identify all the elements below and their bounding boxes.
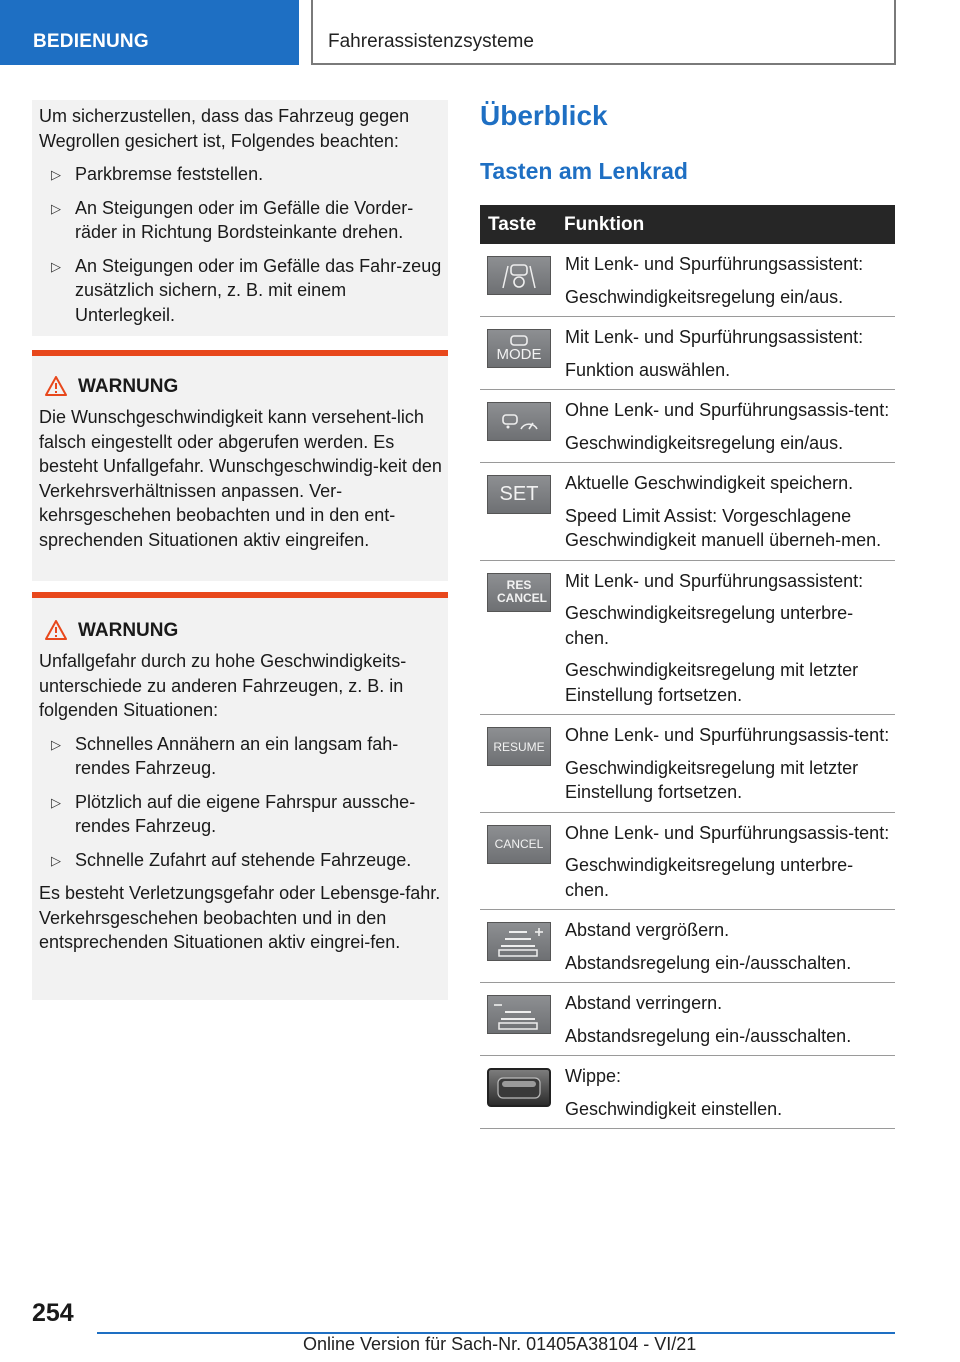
warning-text-after: Es besteht Verletzungsgefahr oder Lebensge-fahr. Verkehrsgeschehen beobachten und in den entsprechenden Situationen aktiv eingrei-fen. (39, 883, 441, 952)
warning-title: WARNUNG (39, 620, 442, 646)
list-item: ▷ An Steigungen oder im Gefälle die Vorder-räder in Richtung Bordsteinkante drehen. (51, 197, 414, 242)
res-cancel-key-icon: RES CANCEL (487, 573, 551, 612)
warning-box-1 (32, 350, 448, 581)
mode-key-icon: MODE (487, 329, 551, 368)
triangle-bullet-icon: ▷ (51, 167, 61, 182)
cruise-control-icon (487, 402, 551, 441)
distance-decrease-icon (487, 995, 551, 1034)
set-key-icon: SET (487, 475, 551, 514)
column-header-function: Funktion (558, 205, 895, 244)
page-number: 254 (32, 1299, 74, 1327)
warning-triangle-icon (45, 376, 67, 396)
warning-list (39, 732, 442, 873)
rocker-switch-icon (487, 1068, 551, 1107)
triangle-bullet-icon: ▷ (51, 258, 61, 274)
table-row: Ohne Lenk- und Spurführungsassis-tent: Geschwindigkeitsregelung ein/aus. (480, 390, 895, 463)
section-title: BEDIENUNG (33, 31, 149, 52)
subsection-heading: Tasten am Lenkrad (480, 158, 688, 184)
distance-increase-icon (487, 922, 551, 961)
list-item: ▷ An Steigungen oder im Gefälle das Fahr-zeug zusätzlich sichern, z. B. mit einem Unterlegkeil. (51, 255, 442, 325)
section-heading: Überblick (480, 100, 608, 131)
column-header-key: Taste (480, 205, 558, 244)
intro-text: Um sicherzustellen, dass das Fahrzeug gegen Wegrollen gesichert ist, Folgendes beachten: (39, 106, 410, 151)
table-row: RES CANCEL Mit Lenk- und Spurführungsassistent: Geschwindigkeitsregelung unterbre-chen. Geschwindigkeitsregelung mit letzter Einstellung fortsetzen. (480, 560, 895, 715)
warning-triangle-icon (45, 620, 67, 640)
footer-text: Online Version für Sach-Nr. 01405A38104 - VI/21 (303, 1334, 697, 1354)
triangle-bullet-icon: ▷ (51, 736, 61, 752)
triangle-bullet-icon: ▷ (51, 200, 61, 216)
table-row: Abstand vergrößern. Abstandsregelung ein-/ausschalten. (480, 910, 895, 983)
triangle-bullet-icon: ▷ (51, 794, 61, 810)
table-header-row (480, 205, 895, 244)
table-row: RESUME Ohne Lenk- und Spurführungsassis-tent: Geschwindigkeitsregelung mit letzter Einstellung fortsetzen. (480, 715, 895, 813)
intro-box (32, 100, 448, 336)
warning-title: WARNUNG (39, 376, 442, 402)
table-row: SET Aktuelle Geschwindigkeit speichern. Speed Limit Assist: Vorgeschlagene Geschwindigkeit manuell überneh-men. (480, 463, 895, 561)
cancel-key-icon: CANCEL (487, 825, 551, 864)
list-item: ▷ Parkbremse feststellen. (39, 162, 442, 187)
table-row: Wippe: Geschwindigkeit einstellen. (480, 1056, 895, 1129)
table-row: MODE Mit Lenk- und Spurführungsassistent: Funktion auswählen. (480, 317, 895, 390)
chapter-tab (311, 0, 896, 65)
list-item: ▷ Plötzlich auf die eigene Fahrspur ausschе-rendes Fahrzeug. (51, 791, 416, 836)
table-row: Abstand verringern. Abstandsregelung ein-/ausschalten. (480, 983, 895, 1056)
warning-box-2 (32, 592, 448, 1000)
list-item: ▷ Schnelle Zufahrt auf stehende Fahrzeuge. (39, 848, 442, 873)
resume-key-icon: RESUME (487, 727, 551, 766)
warning-text: Die Wunschgeschwindigkeit kann versehent-lich falsch eingestellt oder abgerufen werden. Es besteht Unfallgefahr. Wunschgeschwindig-keit den Verkehrsverhältnissen anpassen. Ver-kehrsgeschehen beobachten und in den ent-sprechenden Situationen aktiv eingreifen. (39, 407, 442, 550)
chapter-title: Fahrerassistenzsysteme (328, 31, 534, 52)
keys-table (480, 205, 895, 1129)
list-item: ▷ Schnelles Annähern an ein langsam fah-rendes Fahrzeug. (51, 733, 399, 778)
steering-assist-icon (487, 256, 551, 295)
warning-text: Unfallgefahr durch zu hohe Geschwindigkeits-unterschiede zu anderen Fahrzeugen, z. B. in folgenden Situationen: (39, 651, 407, 720)
intro-list (39, 162, 442, 327)
section-tab (0, 0, 299, 65)
triangle-bullet-icon: ▷ (51, 852, 61, 868)
table-row: CANCEL Ohne Lenk- und Spurführungsassis-tent: Geschwindigkeitsregelung unterbre-chen. (480, 812, 895, 910)
table-row: Mit Lenk- und Spurführungsassistent: Geschwindigkeitsregelung ein/aus. (480, 244, 895, 317)
